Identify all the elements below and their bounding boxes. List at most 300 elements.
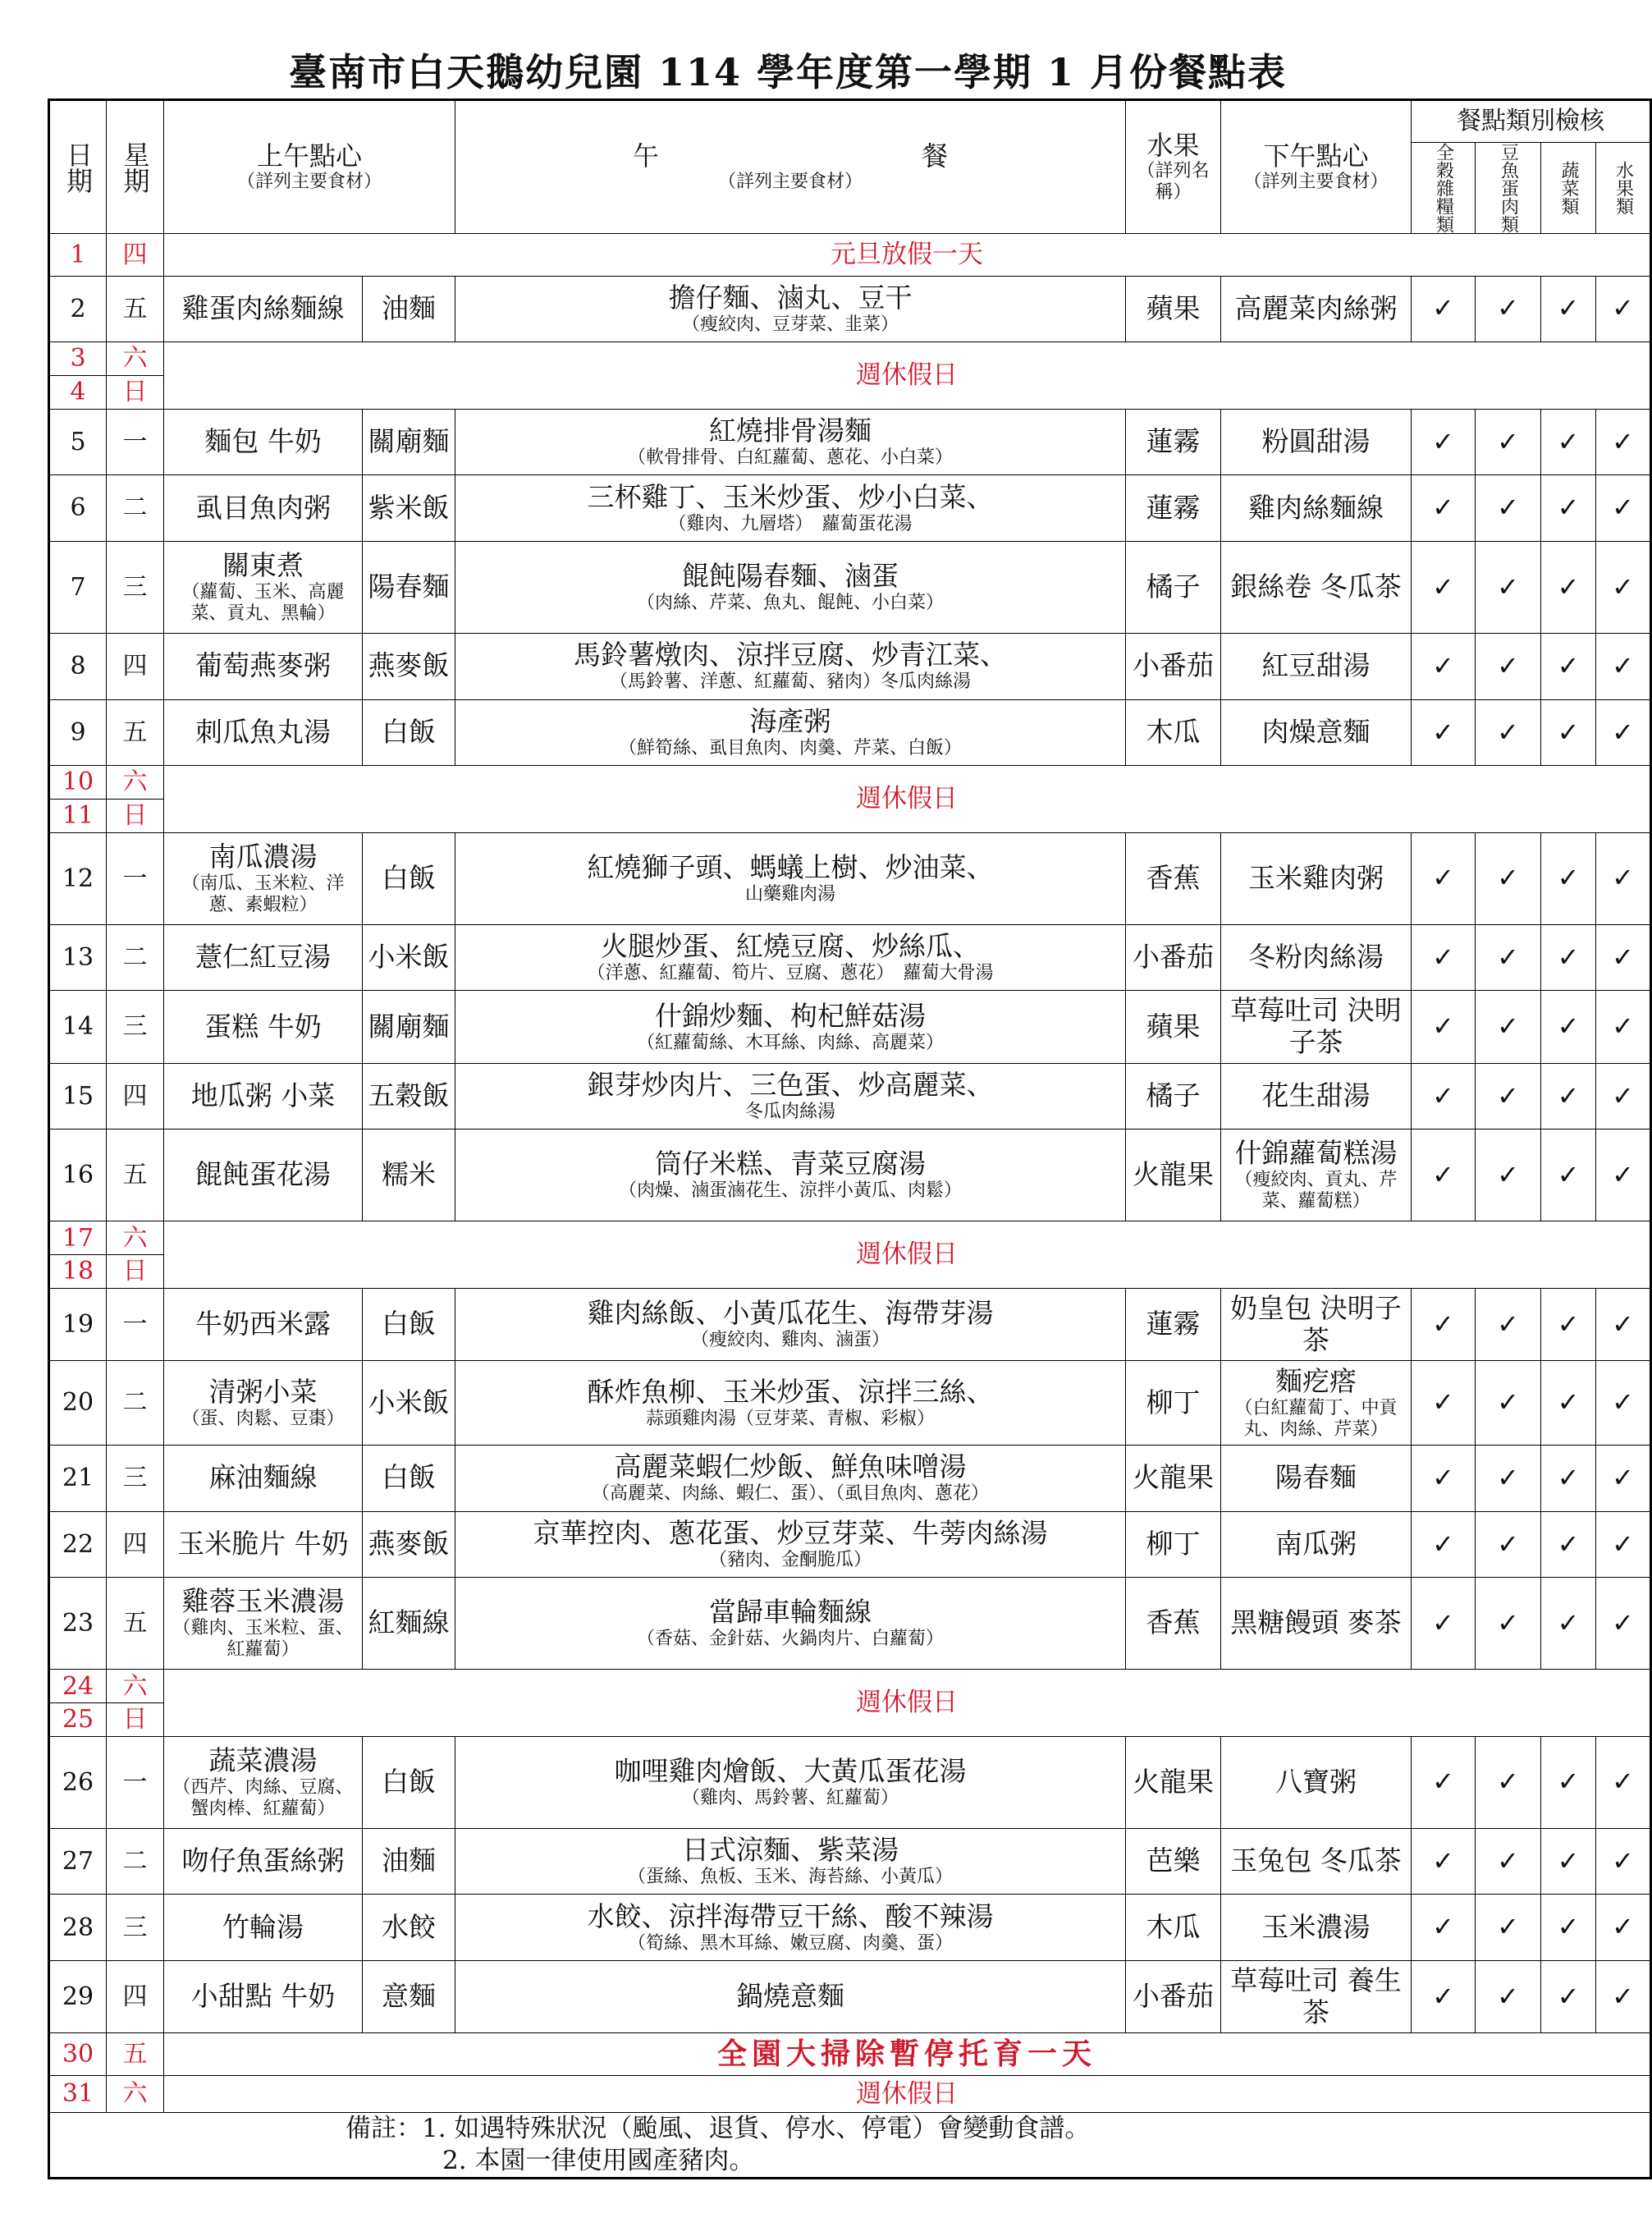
pm-snack-text: 草莓吐司 養生茶 xyxy=(1230,1964,1402,2028)
am-snack xyxy=(164,1361,363,1446)
day-number xyxy=(49,1130,107,1221)
check-mark-icon: ✓ xyxy=(1612,1308,1634,1340)
pm-snack-text: 玉兔包 冬瓜茶 xyxy=(1230,1844,1402,1877)
staple xyxy=(363,1828,455,1895)
weekday-text: 六 xyxy=(122,1671,148,1701)
am-snack-text: 麻油麵線 xyxy=(208,1461,318,1494)
holiday-row xyxy=(49,234,1651,277)
am-snack-text: 薏仁紅豆湯 xyxy=(195,941,331,974)
pm-snack-text: 銀絲卷 冬瓜茶 xyxy=(1230,570,1402,603)
am-snack xyxy=(164,1578,363,1670)
fruit xyxy=(1126,276,1221,342)
banner-text: 週休假日 xyxy=(856,784,959,814)
day-number-text: 9 xyxy=(70,717,86,747)
check-mark-icon: ✓ xyxy=(1612,292,1634,324)
staple xyxy=(363,991,455,1063)
weekday xyxy=(107,1703,164,1737)
lunch xyxy=(455,1063,1126,1130)
lunch-ingredients: （蛋絲、魚板、玉米、海苔絲、小黃瓜） xyxy=(628,1867,954,1888)
pm-snack xyxy=(1221,276,1412,342)
weekend-row xyxy=(49,342,1651,376)
lunch xyxy=(455,1130,1126,1221)
grains-check xyxy=(1412,541,1476,633)
staple xyxy=(363,409,455,475)
check-mark-icon: ✓ xyxy=(1497,1308,1519,1340)
fruits-check xyxy=(1596,1063,1651,1130)
day-number xyxy=(49,1736,107,1828)
fruits-check xyxy=(1596,924,1651,991)
fruits-check xyxy=(1596,409,1651,475)
staple-text: 白飯 xyxy=(382,715,436,748)
lunch-text: 筒仔米糕、青菜豆腐湯 xyxy=(655,1148,927,1180)
menu-row xyxy=(49,924,1651,991)
fruit xyxy=(1126,409,1221,475)
menu-row xyxy=(49,409,1651,475)
pm-snack-text: 陽春麵 xyxy=(1275,1461,1357,1494)
staple xyxy=(363,1961,455,2033)
check-mark-icon: ✓ xyxy=(1432,1528,1454,1560)
pm-snack-text: 什錦蘿蔔糕湯 xyxy=(1234,1137,1398,1170)
day-number xyxy=(49,1288,107,1360)
protein-check xyxy=(1476,1736,1541,1828)
weekday xyxy=(107,1895,164,1961)
pm-snack-text: 肉燥意麵 xyxy=(1261,715,1371,748)
pm-snack-text: 冬粉肉絲湯 xyxy=(1248,941,1384,974)
am-snack xyxy=(164,699,363,766)
am-snack-text: 玉米脆片 牛奶 xyxy=(177,1528,349,1560)
check-mark-icon: ✓ xyxy=(1612,1844,1634,1876)
check-mark-icon: ✓ xyxy=(1557,1766,1580,1798)
fruit-text: 橘子 xyxy=(1146,570,1201,603)
check-mark-icon: ✓ xyxy=(1497,492,1519,524)
pm-snack xyxy=(1221,475,1412,542)
vegetables-check xyxy=(1541,1828,1596,1895)
check-mark-icon: ✓ xyxy=(1612,1528,1634,1560)
am-snack xyxy=(164,1511,363,1578)
fruits-check xyxy=(1596,1736,1651,1828)
vegetables-check xyxy=(1541,1511,1596,1578)
vegetables-check xyxy=(1541,1063,1596,1130)
weekday-text: 二 xyxy=(122,493,148,523)
weekday xyxy=(107,1578,164,1670)
weekday-text: 六 xyxy=(122,2079,148,2109)
pm-snack xyxy=(1221,1446,1412,1512)
check-mark-icon: ✓ xyxy=(1557,1158,1580,1190)
staple xyxy=(363,541,455,633)
pm-snack-text: 粉圓甜湯 xyxy=(1261,425,1371,457)
staple-text: 紅麵線 xyxy=(368,1606,450,1639)
check-mark-icon: ✓ xyxy=(1432,425,1454,457)
lunch xyxy=(455,1361,1126,1446)
am-snack xyxy=(164,1063,363,1130)
staple-text: 意麵 xyxy=(382,1980,436,2013)
check-mark-icon: ✓ xyxy=(1557,1308,1580,1340)
fruit xyxy=(1126,1736,1221,1828)
weekday xyxy=(107,1130,164,1221)
day-number xyxy=(49,375,107,409)
fruit-text: 香蕉 xyxy=(1146,861,1201,894)
check-mark-icon: ✓ xyxy=(1497,716,1519,748)
check-mark-icon: ✓ xyxy=(1497,1844,1519,1876)
day-number-text: 30 xyxy=(62,2040,94,2069)
header-grains: 全穀雜糧類 xyxy=(1412,143,1476,234)
lunch xyxy=(455,991,1126,1063)
lunch-ingredients: （馬鈴薯、洋蔥、紅蘿蔔、豬肉）冬瓜肉絲湯 xyxy=(610,671,972,693)
pm-snack xyxy=(1221,1578,1412,1670)
protein-check xyxy=(1476,924,1541,991)
day-number xyxy=(49,2033,107,2076)
grains-check xyxy=(1412,832,1476,924)
lunch-ingredients: 蒜頭雞肉湯（豆芽菜、青椒、彩椒） xyxy=(646,1408,936,1429)
holiday-row xyxy=(49,2033,1651,2076)
pm-snack xyxy=(1221,1736,1412,1828)
fruit-text: 木瓜 xyxy=(1146,715,1201,748)
grains-check xyxy=(1412,633,1476,699)
banner-text: 週休假日 xyxy=(856,1688,959,1718)
fruit xyxy=(1126,1828,1221,1895)
day-number-text: 22 xyxy=(62,1529,94,1559)
am-snack xyxy=(164,541,363,633)
check-mark-icon: ✓ xyxy=(1557,1528,1580,1560)
fruit xyxy=(1126,699,1221,766)
am-snack-ingredients: （蘿蔔、玉米、高麗菜、貢丸、黑輪） xyxy=(181,581,345,624)
pm-snack xyxy=(1221,1063,1412,1130)
check-mark-icon: ✓ xyxy=(1432,1308,1454,1340)
weekday xyxy=(107,1255,164,1289)
check-mark-icon: ✓ xyxy=(1432,716,1454,748)
grains-check xyxy=(1412,1736,1476,1828)
lunch-text: 紅燒排骨湯麵 xyxy=(709,415,872,447)
day-number xyxy=(49,475,107,542)
pm-snack xyxy=(1221,1288,1412,1360)
day-number xyxy=(49,1578,107,1670)
am-snack-text: 虱目魚肉粥 xyxy=(195,491,331,524)
lunch-ingredients: （鮮筍絲、虱目魚肉、肉羹、芹菜、白飯） xyxy=(619,737,963,758)
lunch xyxy=(455,1446,1126,1512)
day-number xyxy=(49,2075,107,2112)
day-number-text: 29 xyxy=(62,1982,94,2012)
fruit xyxy=(1126,1511,1221,1578)
lunch-text: 咖哩雞肉燴飯、大黃瓜蛋花湯 xyxy=(614,1754,967,1787)
am-snack-text: 葡萄燕麥粥 xyxy=(195,649,331,682)
staple xyxy=(363,633,455,699)
menu-row xyxy=(49,1446,1651,1512)
am-snack xyxy=(164,633,363,699)
pm-snack xyxy=(1221,1895,1412,1961)
fruits-check xyxy=(1596,1895,1651,1961)
fruit-text: 蓮霧 xyxy=(1146,1308,1201,1340)
day-number-text: 21 xyxy=(62,1464,94,1493)
am-snack xyxy=(164,1288,363,1360)
am-snack-text: 牛奶西米露 xyxy=(195,1308,331,1340)
fruit-text: 木瓜 xyxy=(1146,1910,1201,1943)
vegetables-check xyxy=(1541,475,1596,542)
weekday-text: 日 xyxy=(122,1257,148,1286)
pm-snack xyxy=(1221,832,1412,924)
weekday xyxy=(107,799,164,832)
lunch-text: 火腿炒蛋、紅燒豆腐、炒絲瓜、 xyxy=(601,930,981,963)
weekday xyxy=(107,1361,164,1446)
weekday-text: 四 xyxy=(122,1081,148,1111)
lunch-ingredients: （紅蘿蔔絲、木耳絲、肉絲、高麗菜） xyxy=(637,1032,945,1053)
header-date: 日期 xyxy=(49,100,107,234)
staple-text: 白飯 xyxy=(382,1461,436,1494)
check-mark-icon: ✓ xyxy=(1432,1158,1454,1190)
check-mark-icon: ✓ xyxy=(1432,1766,1454,1798)
grains-check xyxy=(1412,1130,1476,1221)
grains-check xyxy=(1412,1288,1476,1360)
check-mark-icon: ✓ xyxy=(1432,1844,1454,1876)
day-number xyxy=(49,1670,107,1703)
staple-text: 五穀飯 xyxy=(368,1079,450,1112)
pm-snack-text: 花生甜湯 xyxy=(1261,1079,1371,1112)
day-number xyxy=(49,633,107,699)
check-mark-icon: ✓ xyxy=(1497,1079,1519,1111)
vegetables-check xyxy=(1541,1578,1596,1670)
lunch-ingredients: （瘦絞肉、雞肉、滷蛋） xyxy=(691,1330,890,1350)
protein-check xyxy=(1476,1361,1541,1446)
grains-check xyxy=(1412,1063,1476,1130)
check-mark-icon: ✓ xyxy=(1432,1010,1454,1042)
lunch-ingredients: （豬肉、金酮脆瓜） xyxy=(709,1550,872,1570)
staple-text: 陽春麵 xyxy=(368,570,450,603)
menu-row xyxy=(49,1130,1651,1221)
staple xyxy=(363,699,455,766)
footnote-line: 備註：1. 如遇特殊狀況（颱風、退貨、停水、停電）會變動食譜。 xyxy=(346,2114,1091,2144)
protein-check xyxy=(1476,541,1541,633)
lunch xyxy=(455,1578,1126,1670)
grains-check xyxy=(1412,1361,1476,1446)
am-snack-text: 蛋糕 牛奶 xyxy=(204,1010,322,1042)
fruit xyxy=(1126,924,1221,991)
check-mark-icon: ✓ xyxy=(1612,492,1634,524)
weekday xyxy=(107,234,164,277)
weekday xyxy=(107,2033,164,2076)
check-mark-icon: ✓ xyxy=(1612,1606,1634,1638)
fruit-text: 火龍果 xyxy=(1133,1461,1215,1494)
am-snack-text: 餛飩蛋花湯 xyxy=(195,1158,331,1191)
vegetables-check xyxy=(1541,1130,1596,1221)
pm-snack xyxy=(1221,1511,1412,1578)
grains-check xyxy=(1412,991,1476,1063)
protein-check xyxy=(1476,699,1541,766)
day-number-text: 11 xyxy=(62,801,94,831)
check-mark-icon: ✓ xyxy=(1557,716,1580,748)
fruits-check xyxy=(1596,1828,1651,1895)
grains-check xyxy=(1412,409,1476,475)
weekday-text: 日 xyxy=(122,1705,148,1734)
day-number xyxy=(49,541,107,633)
menu-row xyxy=(49,1511,1651,1578)
lunch-text: 酥炸魚柳、玉米炒蛋、涼拌三絲、 xyxy=(587,1375,994,1408)
am-snack-text: 小甜點 牛奶 xyxy=(190,1980,336,2013)
staple-text: 關廟麵 xyxy=(368,425,450,457)
day-number-text: 28 xyxy=(62,1913,94,1942)
lunch-ingredients: （洋蔥、紅蘿蔔、筍片、豆腐、蔥花） 蘿蔔大骨湯 xyxy=(587,963,994,984)
am-snack xyxy=(164,1130,363,1221)
check-mark-icon: ✓ xyxy=(1497,1606,1519,1638)
vegetables-check xyxy=(1541,1961,1596,2033)
check-mark-icon: ✓ xyxy=(1557,1606,1580,1638)
header-category-check: 餐點類別檢核 xyxy=(1412,100,1651,143)
fruit-text: 火龍果 xyxy=(1133,1158,1215,1191)
staple-text: 小米飯 xyxy=(368,1386,450,1418)
staple xyxy=(363,1895,455,1961)
pm-snack-text: 玉米濃湯 xyxy=(1261,1910,1371,1943)
check-mark-icon: ✓ xyxy=(1497,1461,1519,1493)
check-mark-icon: ✓ xyxy=(1432,1606,1454,1638)
pm-snack xyxy=(1221,1130,1412,1221)
grains-check xyxy=(1412,924,1476,991)
check-mark-icon: ✓ xyxy=(1557,1911,1580,1943)
weekday xyxy=(107,1446,164,1512)
lunch xyxy=(455,1961,1126,2033)
check-mark-icon: ✓ xyxy=(1497,1158,1519,1190)
weekend-row xyxy=(49,1670,1651,1703)
check-mark-icon: ✓ xyxy=(1432,292,1454,324)
day-number xyxy=(49,1255,107,1289)
am-snack-ingredients: （蛋、肉鬆、豆棗） xyxy=(181,1408,345,1429)
check-mark-icon: ✓ xyxy=(1557,1386,1580,1418)
am-snack-ingredients: （西芹、肉絲、豆腐、蟹肉棒、紅蘿蔔） xyxy=(172,1776,354,1819)
check-mark-icon: ✓ xyxy=(1432,1079,1454,1111)
day-number-text: 10 xyxy=(62,768,94,797)
footnote-line: 2. 本園一律使用國產豬肉。 xyxy=(442,2146,755,2175)
protein-check xyxy=(1476,1511,1541,1578)
check-mark-icon: ✓ xyxy=(1557,570,1580,603)
menu-row xyxy=(49,991,1651,1063)
weekend-banner xyxy=(164,1221,1651,1289)
am-snack-text: 地瓜粥 小菜 xyxy=(190,1079,336,1112)
weekday-text: 二 xyxy=(122,1846,148,1876)
weekday-text: 四 xyxy=(122,1529,148,1559)
pm-snack-text: 草莓吐司 決明子茶 xyxy=(1230,994,1402,1059)
pm-snack xyxy=(1221,1828,1412,1895)
fruits-check xyxy=(1596,541,1651,633)
day-number-text: 1 xyxy=(70,240,86,269)
menu-row xyxy=(49,541,1651,633)
weekend-row xyxy=(49,2075,1651,2112)
check-mark-icon: ✓ xyxy=(1497,1386,1519,1418)
fruit-text: 蓮霧 xyxy=(1146,491,1201,524)
am-snack xyxy=(164,1736,363,1828)
pm-snack-text: 雞肉絲麵線 xyxy=(1248,491,1384,524)
pm-snack-text: 黑糖饅頭 麥茶 xyxy=(1230,1606,1402,1639)
day-number xyxy=(49,991,107,1063)
check-mark-icon: ✓ xyxy=(1557,492,1580,524)
staple-text: 白飯 xyxy=(382,1308,436,1340)
check-mark-icon: ✓ xyxy=(1612,1980,1634,2012)
check-mark-icon: ✓ xyxy=(1497,649,1519,681)
protein-check xyxy=(1476,1961,1541,2033)
lunch xyxy=(455,1288,1126,1360)
protein-check xyxy=(1476,276,1541,342)
weekend-row xyxy=(49,1221,1651,1255)
staple-text: 紫米飯 xyxy=(368,491,450,524)
header-pm-snack: 下午點心 （詳列主要食材） xyxy=(1221,100,1412,234)
day-number-text: 25 xyxy=(62,1705,94,1734)
weekend-banner xyxy=(164,342,1651,410)
menu-row xyxy=(49,1361,1651,1446)
pm-snack xyxy=(1221,541,1412,633)
lunch-ingredients: （肉燥、滷蛋滷花生、涼拌小黃瓜、肉鬆） xyxy=(619,1180,963,1202)
lunch xyxy=(455,832,1126,924)
fruit xyxy=(1126,541,1221,633)
weekday-text: 四 xyxy=(122,652,148,681)
day-number xyxy=(49,1511,107,1578)
grains-check xyxy=(1412,1446,1476,1512)
fruit-text: 小番茄 xyxy=(1133,941,1215,974)
fruits-check xyxy=(1596,1446,1651,1512)
vegetables-check xyxy=(1541,832,1596,924)
check-mark-icon: ✓ xyxy=(1612,716,1634,748)
fruit xyxy=(1126,1063,1221,1130)
grains-check xyxy=(1412,475,1476,542)
menu-row xyxy=(49,832,1651,924)
am-snack-text: 關東煮 xyxy=(222,549,304,582)
weekday-text: 五 xyxy=(122,1609,148,1638)
fruit xyxy=(1126,991,1221,1063)
lunch-text: 三杯雞丁、玉米炒蛋、炒小白菜、 xyxy=(587,480,994,513)
weekday xyxy=(107,1670,164,1703)
lunch-ingredients: （雞肉、九層塔） 蘿蔔蛋花湯 xyxy=(668,513,913,534)
check-mark-icon: ✓ xyxy=(1497,862,1519,894)
am-snack xyxy=(164,1446,363,1512)
am-snack xyxy=(164,475,363,542)
lunch xyxy=(455,1895,1126,1961)
menu-row xyxy=(49,633,1651,699)
protein-check xyxy=(1476,633,1541,699)
weekday-text: 五 xyxy=(122,294,148,323)
weekday xyxy=(107,2075,164,2112)
protein-check xyxy=(1476,1895,1541,1961)
day-number xyxy=(49,1703,107,1737)
pm-snack-text: 玉米雞肉粥 xyxy=(1248,861,1384,894)
weekday-text: 四 xyxy=(122,240,148,269)
weekend-banner xyxy=(164,1670,1651,1737)
check-mark-icon: ✓ xyxy=(1557,1461,1580,1493)
staple xyxy=(363,276,455,342)
weekday xyxy=(107,1828,164,1895)
grains-check xyxy=(1412,1578,1476,1670)
pm-snack xyxy=(1221,1361,1412,1446)
weekday xyxy=(107,832,164,924)
check-mark-icon: ✓ xyxy=(1432,1980,1454,2012)
weekday-text: 三 xyxy=(122,1012,148,1042)
am-snack xyxy=(164,832,363,924)
banner-text: 週休假日 xyxy=(856,1240,959,1270)
lunch xyxy=(455,1828,1126,1895)
check-mark-icon: ✓ xyxy=(1497,1766,1519,1798)
fruit-text: 小番茄 xyxy=(1133,649,1215,682)
vegetables-check xyxy=(1541,1361,1596,1446)
weekday xyxy=(107,1063,164,1130)
weekday xyxy=(107,699,164,766)
menu-table xyxy=(48,99,1652,2179)
am-snack-text: 刺瓜魚丸湯 xyxy=(195,715,331,748)
check-mark-icon: ✓ xyxy=(1612,1079,1634,1111)
lunch-text: 當歸車輪麵線 xyxy=(709,1596,872,1629)
lunch-ingredients: （香菇、金針菇、火鍋肉片、白蘿蔔） xyxy=(637,1629,945,1650)
day-number xyxy=(49,276,107,342)
staple-text: 燕麥飯 xyxy=(368,1528,450,1560)
pm-snack-text: 奶皇包 決明子茶 xyxy=(1230,1291,1402,1356)
day-number-text: 13 xyxy=(62,942,94,972)
menu-row xyxy=(49,1736,1651,1828)
check-mark-icon: ✓ xyxy=(1432,941,1454,973)
check-mark-icon: ✓ xyxy=(1497,1528,1519,1560)
staple xyxy=(363,1130,455,1221)
